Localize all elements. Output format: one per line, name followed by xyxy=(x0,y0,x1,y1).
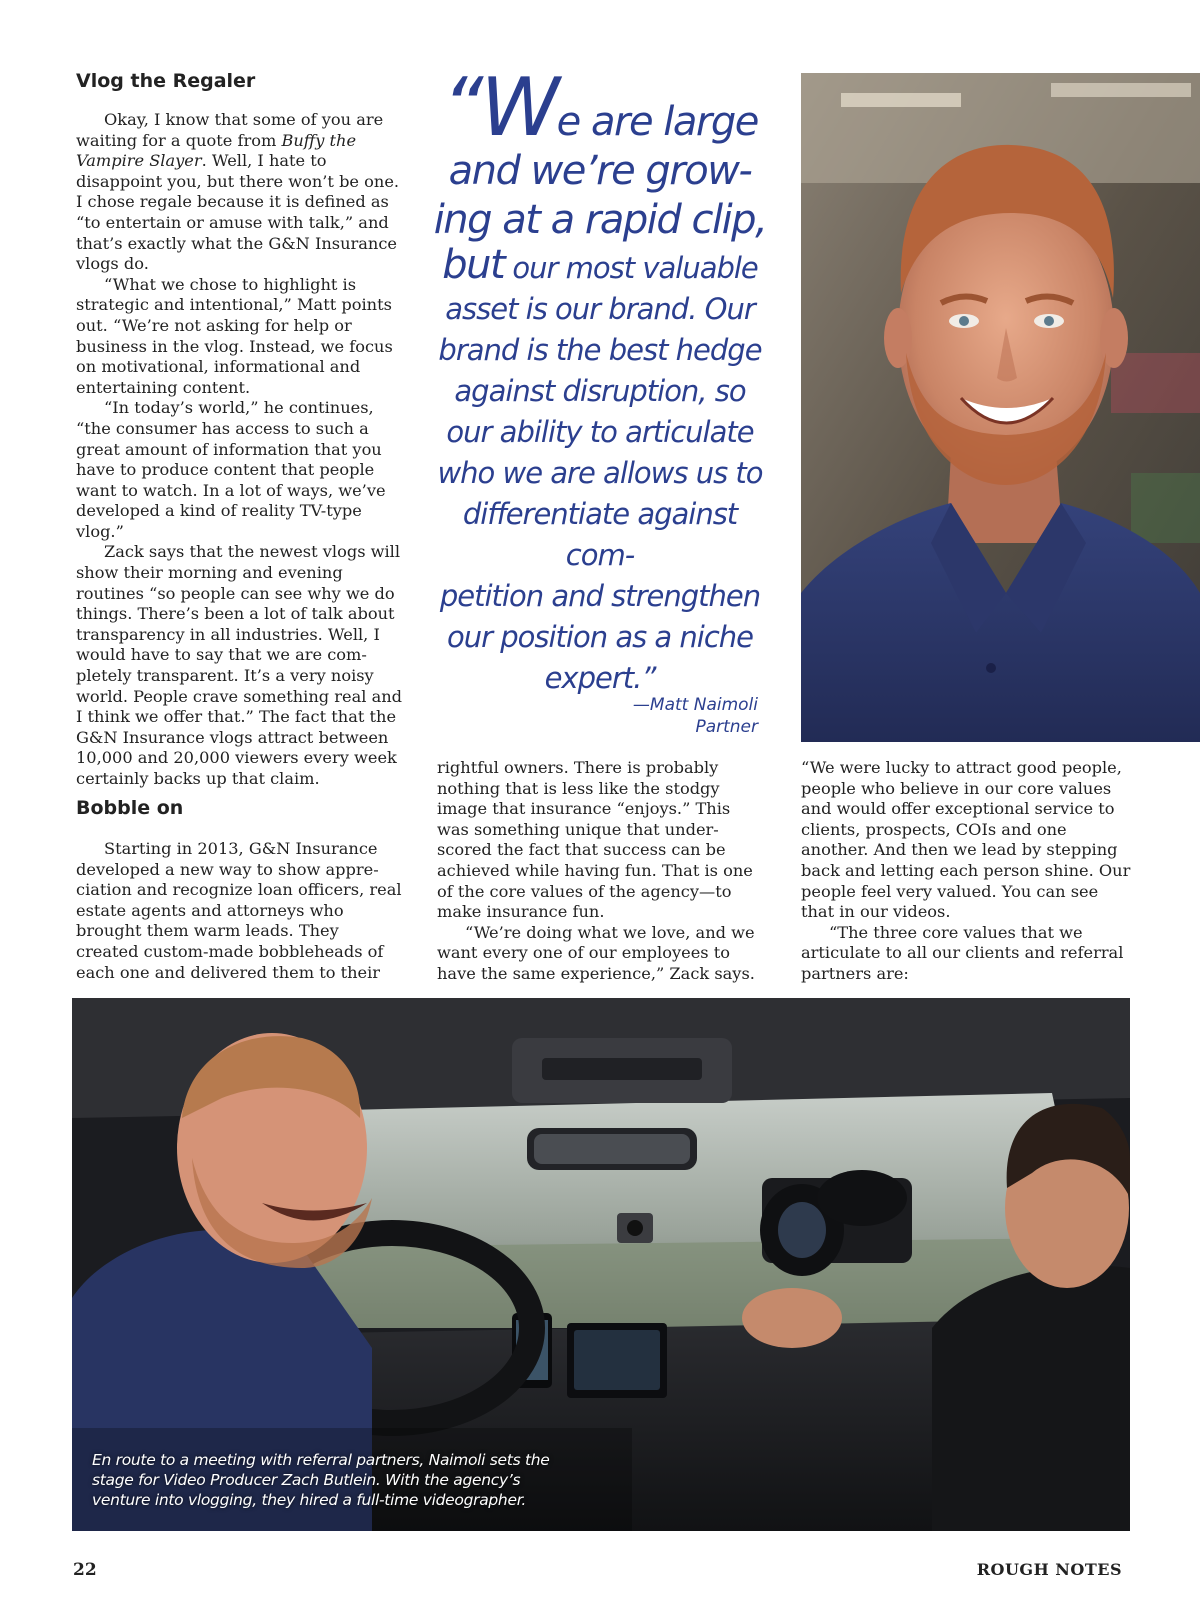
portrait-photo xyxy=(801,73,1200,742)
paragraph: “What we chose to highlight is strategic and intentional,” Matt points out. “We’re not asking for help or business in the vlog. Instead, we focus on motivational, informational and entertaining content. xyxy=(76,274,393,397)
article-column-middle xyxy=(437,758,767,985)
article-column-left-bottom xyxy=(76,839,406,983)
article-column-right xyxy=(801,758,1133,985)
publication-name: ROUGH NOTES xyxy=(976,1560,1122,1579)
pull-quote-attribution xyxy=(560,694,758,738)
attribution-title: Partner xyxy=(695,717,758,737)
paragraph: Starting in 2013, G&N Insurance developed a new way to show appreciation and recognize loan officers, real estate agents and attorneys who brought them warm leads. They created custom-made bobbleheads of each one and delivered them to their xyxy=(76,839,402,982)
paragraph: “In today’s world,” he continues, “the consumer has access to such a great amount of information that you have to produce content that people want to watch. In a lot of ways, we’ve developed a kind of reality TV-type vlog.” xyxy=(76,398,386,541)
paragraph: “We were lucky to attract good people, people who believe in our core values and would offer exceptional service to clients, prospects, COIs and one another. And then we lead by stepping back and letting each person shine. Our people feel very valued. You can see that in our videos. xyxy=(801,758,1131,922)
section-heading-vlog: Vlog the Regaler xyxy=(76,70,256,92)
section-heading-bobble: Bobble on xyxy=(76,797,184,819)
pull-quote: “We are large and we’re grow- ing at a rapid clip, but our most valuable asset is our brand. Our brand is the best hedge against disruption, so our ability to articulate who we are allows us to differentiate against com- petition and strengthen our position as a niche expert.” xyxy=(433,61,767,695)
photo-caption: En route to a meeting with referral partners, Naimoli sets the stage for Video Producer Zach Butlein. With the agency’s venture into vlogging, they hired a full-time videographer. xyxy=(92,1451,550,1509)
paragraph: Okay, I know that some of you are waiting for a quote from Buffy the Vampire Slayer. Well, I hate to disappoint you, but there won’t be one. I chose regale because it is defined as “to entertain or amuse with talk,” and that’s exactly what the G&N Insurance vlogs do. xyxy=(76,110,400,274)
paragraph: “The three core values that we articulate to all our clients and referral partners are: xyxy=(801,922,1124,983)
paragraph: “We’re doing what we love, and we want every one of our employees to have the same experience,” Zack says. xyxy=(437,922,755,983)
paragraph: Zack says that the newest vlogs will show their morning and evening routines “so people can see why we do things. There’s been a lot of talk about transparency in all industries. Well, I would have to say that we are completely transparent. It’s a very noisy world. People crave something real and I think we offer that.” The fact that the G&N Insurance vlogs attract between 10,000 and 20,000 viewers every week certainly backs up that claim. xyxy=(76,542,403,788)
paragraph: rightful owners. There is probably nothing that is less like the stodgy image that insurance “enjoys.” This was something unique that underscored the fact that success can be achieved while having fun. That is one of the core values of the agency—to make insurance fun. xyxy=(437,758,753,922)
attribution-name: —Matt Naimoli xyxy=(632,695,758,715)
article-column-left-top xyxy=(76,110,406,790)
page-number: 22 xyxy=(73,1560,97,1580)
